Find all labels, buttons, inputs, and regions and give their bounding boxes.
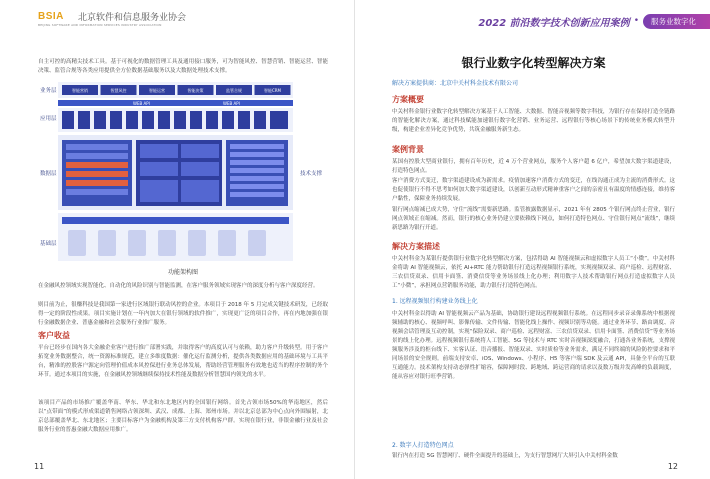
server-icon: [128, 230, 146, 256]
layer-label-infrastructure: 基础层: [40, 241, 57, 247]
data-sub-block: [140, 162, 178, 176]
benefit-heading: 客户收益: [38, 331, 70, 340]
subsection-2-heading: 2. 数字人打造特色网点: [392, 442, 454, 449]
data-sub-block: [230, 160, 284, 165]
subsection-1-heading: 1. 远程视频银行构建业务线上化: [392, 298, 478, 305]
app-block: [190, 111, 202, 129]
data-sub-block: [66, 153, 128, 159]
banner-title: 2022 前沿数字技术创新应用案例: [478, 17, 630, 29]
app-block: [222, 111, 234, 129]
app-block: [78, 111, 90, 129]
data-sub-block: [66, 162, 128, 168]
infra-bar: [62, 217, 289, 224]
data-sub-block: [66, 171, 128, 177]
app-block: [158, 111, 170, 129]
app-block: [238, 111, 250, 129]
data-sub-block: [181, 162, 219, 176]
server-icon: [188, 230, 206, 256]
tech-support-label: 技术支撑: [300, 171, 323, 177]
data-sub-block: [230, 176, 284, 181]
app-block: [174, 111, 186, 129]
banner-separator: •: [633, 16, 639, 26]
paragraph-4: 该项目产品的市场推广覆盖华南、华东、华北和东北地区内的全国银行网络。首先占领市场50%的华南地区，然后以“点带面”的模式形成渠道销售网络占领深圳、武汉、成都、上海、郑州市场。并以北京总部为中心点向外围辐射，北京总部覆盖华北、东北地区；主要目标客户为金融机构及第三方支付机构客户群。实现在银行业，非银金融行业及社会服务行业的普惠金融大数据应用推广。: [38, 400, 328, 433]
description-heading: 解决方案描述: [392, 241, 440, 251]
app-block: [206, 111, 218, 129]
api-bar: [58, 100, 293, 106]
business-item-label: 智能CRM: [263, 87, 282, 93]
data-sub-block: [230, 184, 284, 189]
app-block: [126, 111, 138, 129]
data-sub-block: [66, 189, 128, 195]
business-item-label: 智能营销: [72, 87, 88, 93]
data-sub-block: [140, 180, 178, 202]
server-icon: [248, 230, 266, 256]
paragraph-2: 则目前为止，很赚科技是我国第一家进行区域银行联动风控的企业。本项目于 2018 年 5 月完成关键技术研发，已经取得一定的阶段性成果。项目实施计划在一年内加大在银行领域的软件推广，实现更广泛的项目合作，再在内地加强在银行金融数据企业、普惠金融和社会服务行业推广服务。: [38, 302, 328, 326]
paragraph-3: 平台已经步在国内各大金融企业客户进行推广部署实践，并取得客户的高度认可与依赖，助力客户升级转型。用于客户拓宽业务数据整合，统一资源标准规范，建立多维度数据：催化运行监测分析，提供各类数据应用的基础环境与工具平台，精准的控股客户源定向管理价值成本风控保进行业务总体发展，帮助经营管理服务有效地也适当的程序控制的务个环节。通过本项目的实施，在金融风控领域继续保持技术性能及数据分析智慧国内领先的水平。: [38, 345, 328, 378]
server-icon: [218, 230, 236, 256]
description-paragraph-3: 银行内在打造 5G 智慧网厅、硬件全面提升的基础上，为支行智慧网厅大屏引入中关村科金数: [392, 453, 618, 459]
app-block: [94, 111, 106, 129]
business-item-label: 智能决策: [187, 87, 204, 93]
data-sub-block: [66, 180, 128, 186]
data-sub-block: [230, 144, 284, 149]
layer-label-business: 业务层: [40, 88, 57, 94]
description-paragraph-2: 中关村科金以得助 AI 智能视频云产品为基础，协助银行建设远程视频银行系统。在远程同步录音录像系统中根据视频辅助的核心、视频呼叫、影像传输、文件传输、智能化线上操作、视频识别等功能。通过业务环节、路由调度、音视频会话管理及互动控制，实现“保险双录、商户巡检、远程财富、三农信贷双录、信用卡面签、消费信贷”等业务场景的线上化办理。远程视频银行系统将人工智能、5G 等技术与 RTC 实时音视频深度融合，打通各业务系统，支撑视频服务涉及的柜台线下、实客认证、语音播报、智能双录、实时质检等业务需求，满足不同终端的风险防控要求和平同场景的安全规则。前端支持安卓、iOS、Windows、小程序、H5 等客户端 SDK 及云通 API，具备全平台的互联互通能力。技术架构支持动态弹性扩缩容，保障网时段、跨地域、跨运营商的请求以及数万级并发高峰的负载调度，能从容应对银行旺季营销。: [392, 311, 675, 380]
right-page: [355, 0, 710, 479]
logo-english-name: BEIJING SOFTWARE AND INFORMATION SERVICES INDUSTRY ASSOCIATION: [38, 23, 162, 27]
overview-paragraph: 中关村科金银行业数字化转型解决方案基于人工智能、大数据、智能音视频等数字科技，为银行存在保持打造全链路的智能化解决方案，通过科技赋能加速银行数字化营销、业务运营、远程银行等核心场景下的传统业务模式转型升级，构建企业差异化竞争优势，共筑金融服务新生态。: [392, 109, 675, 133]
layer-label-data: 数据层: [40, 171, 57, 177]
data-sub-block: [230, 152, 284, 157]
data-sub-block: [230, 168, 284, 173]
api-label-1: WEB API: [133, 101, 150, 106]
architecture-diagram: [38, 80, 328, 265]
data-blocks: [62, 140, 288, 206]
paragraph-1: 在金融风控领域实现智能化、自动化的风险识别与智能监测，在客户服务领域实现客户的深度分析与客户深度经营。: [38, 283, 319, 289]
background-paragraph-3: 银行网点缩减已成大势，守住“流线”需要新思路。监管披露数据显示，2021 年有 2805 个银行网点终止营业，银行网点领域正在缩减。然而，银行的核心业务仍建立要依赖线下网点，如何打造特色网点、守住银行网点“流线”，继续新思路为银行开道。: [392, 207, 675, 231]
business-item-label: 智能运营: [149, 87, 165, 93]
app-block: [142, 111, 154, 129]
app-block: [254, 111, 266, 129]
overview-heading: 方案概要: [392, 94, 424, 104]
logo-mark: [38, 11, 74, 22]
page-title: 银行业数字化转型解决方案: [461, 56, 606, 70]
header-banner: [410, 12, 710, 30]
page-number-left: 11: [34, 462, 45, 471]
business-item-label: 监管合规: [226, 87, 242, 93]
application-blocks: [62, 111, 288, 129]
data-sub-block: [230, 192, 284, 197]
server-icon: [68, 230, 86, 256]
data-sub-block: [181, 180, 219, 202]
provider-line: 解决方案提供商：北京中关村科金技术有限公司: [392, 80, 519, 87]
logo-chinese-name: 北京软件和信息服务业协会: [78, 13, 187, 23]
app-block: [110, 111, 122, 129]
data-sub-block: [66, 144, 128, 150]
server-icon: [158, 230, 176, 256]
background-paragraph-2: 客户消费方式变迁，数字渠道建设成为新需求。疫情加速客户消费方式的变迁，在线沟通正成为主流的消费形式。这也促使银行不得不思考如何加大数字渠道建设，以创新互动形式精神重客户之间的亲密且有温度的情感连接，维持客户黏性，保障业务持续发展。: [392, 178, 675, 202]
app-block: [270, 111, 288, 129]
api-label-2: WEB API: [223, 101, 240, 106]
data-sub-block: [140, 144, 178, 158]
app-block: [62, 111, 74, 129]
server-icon: [98, 230, 116, 256]
diagram-caption: 功能架构图: [167, 269, 198, 276]
background-paragraph-1: 某国有控股大型商业银行，拥有百年历史，近 4 万个营业网点，服务个人客户超 6 亿户，希望加大数字渠道建设，打造特色网点。: [392, 159, 675, 174]
logo-letters: BSIA: [38, 11, 64, 22]
background-heading: 案例背景: [392, 144, 424, 154]
data-sub-block: [181, 144, 219, 158]
intro-paragraph: 自主可控的高精尖技术工具。基于可视化的数据管理工具及通用接口服务，可为智能风控、智慧营销、智能运营、智能决策、监管合规等各类应用提供全方位数据基础服务以及大数据处理技术支撑。: [38, 59, 328, 74]
description-paragraph-1: 中关村科金为某银行提供银行业数字化转型解决方案，包括得助 AI 智能视频云和虚拟数字人员工“小微”。中关村科金将助 AI 智能视频云，依托 AI+RTC 能力帮助银行打造远程视频银行系统，实现视频双录、商户巡检、远程财富、三农信贷双录、信用卡面签、消费信贷等业务场景线上化办理；利用数字人技术帮助银行网点打造虚拟数字人员工“小微”，承担网点营销服务功能，助力银行打造特色网点。: [392, 256, 675, 289]
architecture-diagram-svg: [38, 80, 328, 265]
layer-label-application: 应用层: [40, 116, 57, 122]
association-logo: [38, 10, 186, 23]
page-number-right: 12: [667, 462, 678, 471]
business-item-label: 智慧风控: [110, 87, 127, 93]
banner-tag: 服务业数字化: [643, 14, 710, 29]
